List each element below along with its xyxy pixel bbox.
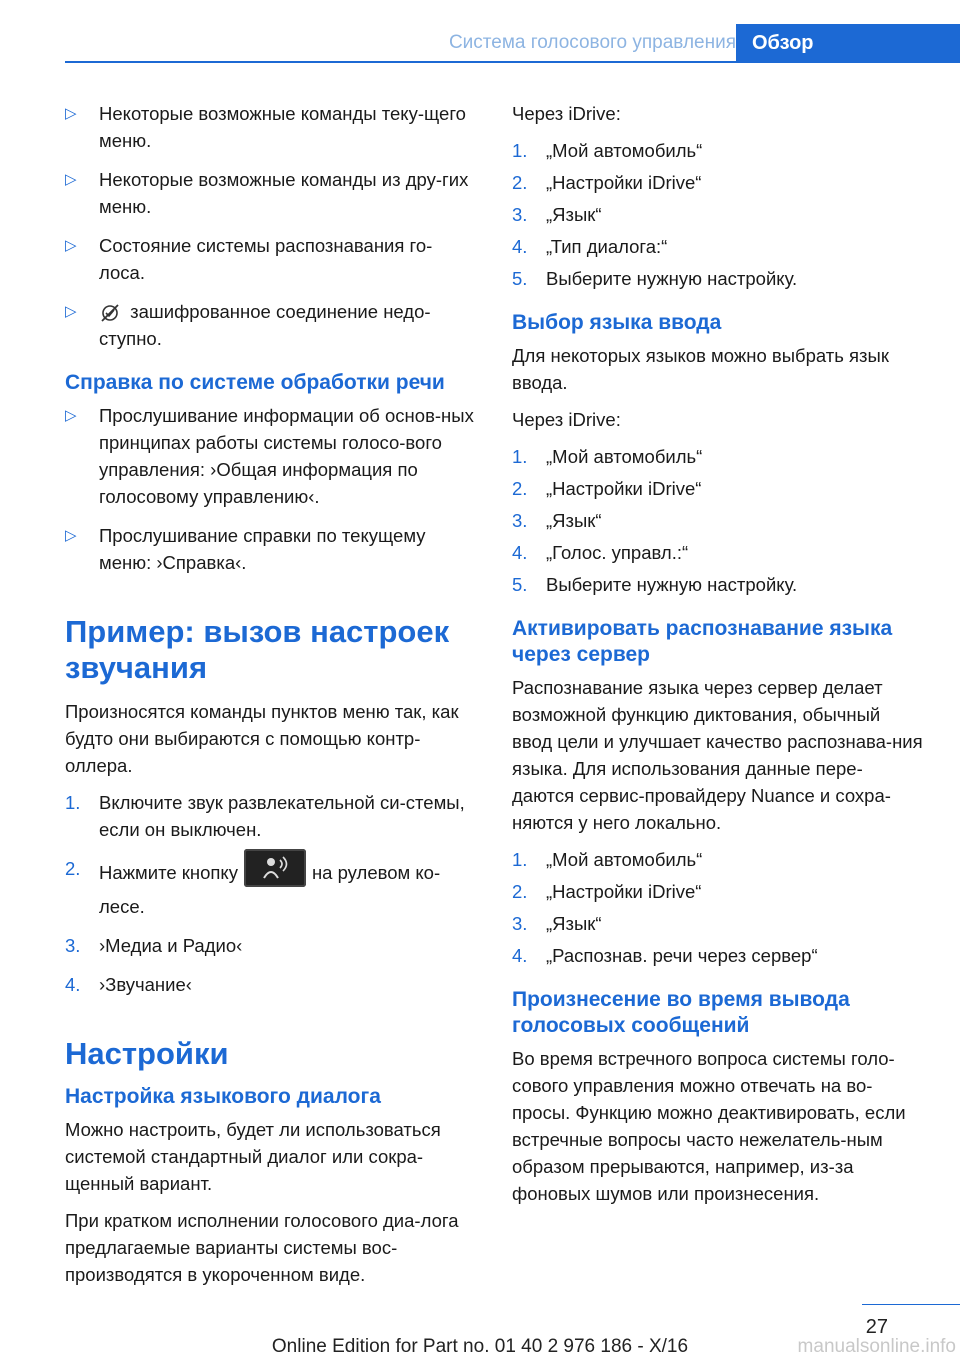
lang-heading: Выбор языка ввода	[512, 311, 722, 334]
triangle-right-icon: ▷	[65, 237, 77, 254]
edition-line: Online Edition for Part no. 01 40 2 976 186 - X/16	[271, 1336, 689, 1357]
list-item: 1. „Мой автомобиль“	[512, 849, 703, 870]
list-item: 2. „Настройки iDrive“	[512, 478, 702, 499]
watermark: manualsonline.info	[797, 1336, 956, 1357]
list-item: 4. ›Звучание‹	[65, 974, 192, 995]
crossed-encryption-icon	[99, 303, 121, 323]
help-bullet-list	[65, 402, 477, 576]
triangle-right-icon: ▷	[65, 527, 77, 544]
via-label: Через iDrive:	[512, 409, 621, 430]
triangle-right-icon: ▷	[65, 303, 77, 320]
dialog-paragraph: Можно настроить, будет ли использоваться системой стандартный диалог или сокра-щенный вариант.	[65, 1119, 441, 1194]
list-item: 4. „Тип диалога:“	[512, 236, 668, 257]
triangle-right-icon: ▷	[65, 105, 77, 122]
lang-paragraph: Для некоторых языков можно выбрать язык ввода.	[512, 345, 889, 393]
example-heading: Пример: вызов настроек звучания	[65, 614, 450, 685]
page-header	[65, 24, 960, 62]
list-item: 1. Включите звук развлекательной си-стемы, если он выключен.	[65, 792, 465, 840]
list-item: 2. „Настройки iDrive“	[512, 172, 702, 193]
example-intro: Произносятся команды пунктов меню так, как будто они выбираются с помощью контр-оллера.	[65, 701, 459, 776]
server-paragraph: Распознавание языка через сервер делает возможной функцию диктования, обычный ввод цели и улучшает качество распознава-ния языка. Для использования данные пере-даются сервис-провайдеру Nuance и сохра-няются у него локально.	[512, 677, 923, 833]
list-item: 3. „Язык“	[512, 204, 602, 225]
list-item: 1. „Мой автомобиль“	[512, 446, 703, 467]
list-item: 4. „Голос. управл.:“	[512, 542, 689, 563]
dialog-heading: Настройка языкового диалога	[65, 1085, 381, 1108]
list-item: 2. Нажмите кнопку на рулевом ко-лесе.	[65, 855, 477, 920]
speak-heading: Произнесение во время вывода голосовых сообщений	[512, 988, 850, 1037]
speak-paragraph: Во время встречного вопроса системы голо-сового управления можно отвечать на во-просы. Функцию можно деактивировать, если встречные вопросы часто нежелатель-ным образом прерываются, например, из-за фоновых шумов или произнесения.	[512, 1048, 906, 1204]
dialog-steps	[512, 137, 924, 292]
voice-talk-button-icon	[244, 849, 306, 887]
settings-heading: Настройки	[65, 1036, 229, 1071]
left-column	[65, 100, 477, 1298]
server-heading: Активировать распознавание языка через сервер	[512, 617, 893, 666]
triangle-right-icon: ▷	[65, 171, 77, 188]
list-item: ▷ Некоторые возможные команды из дру-гих меню.	[65, 166, 477, 220]
list-item: 1. „Мой автомобиль“	[512, 140, 703, 161]
triangle-right-icon: ▷	[65, 407, 77, 424]
list-item: ▷ Прослушивание информации об основ-ных принципах работы системы голосо-вого управления: ›Общая информация по голосовому управлению‹.	[65, 402, 477, 510]
section-tab: Обзор	[736, 24, 960, 62]
chapter-title: Система голосового управления	[448, 32, 736, 53]
list-item: ▷ зашифрованное соединение недо-ступно.	[65, 298, 477, 352]
help-heading: Справка по системе обработки речи	[65, 371, 445, 394]
example-steps	[65, 789, 477, 998]
list-item: ▷ Некоторые возможные команды теку-щего меню.	[65, 100, 477, 154]
via-label: Через iDrive:	[512, 103, 621, 124]
list-item: 4. „Распознав. речи через сервер“	[512, 945, 818, 966]
list-item: ▷ Состояние системы распознавания го-лоса.	[65, 232, 477, 286]
dialog-paragraph: При кратком исполнении голосового диа-лога предлагаемые варианты системы вос-производятся в укороченном виде.	[65, 1210, 459, 1285]
list-item: 2. „Настройки iDrive“	[512, 881, 702, 902]
right-column	[512, 100, 924, 1217]
list-item: 3. „Язык“	[512, 510, 602, 531]
list-item: 5. Выберите нужную настройку.	[512, 268, 798, 289]
list-item: 5. Выберите нужную настройку.	[512, 574, 798, 595]
lang-steps	[512, 443, 924, 598]
page-number: 27	[865, 1316, 888, 1338]
footer-rule	[862, 1304, 960, 1305]
server-steps	[512, 846, 924, 969]
list-item: 3. „Язык“	[512, 913, 602, 934]
list-item: ▷ Прослушивание справки по текущему меню: ›Справка‹.	[65, 522, 477, 576]
bullet-list-top	[65, 100, 477, 352]
header-rule	[65, 61, 960, 63]
list-item: 3. ›Медиа и Радио‹	[65, 935, 243, 956]
